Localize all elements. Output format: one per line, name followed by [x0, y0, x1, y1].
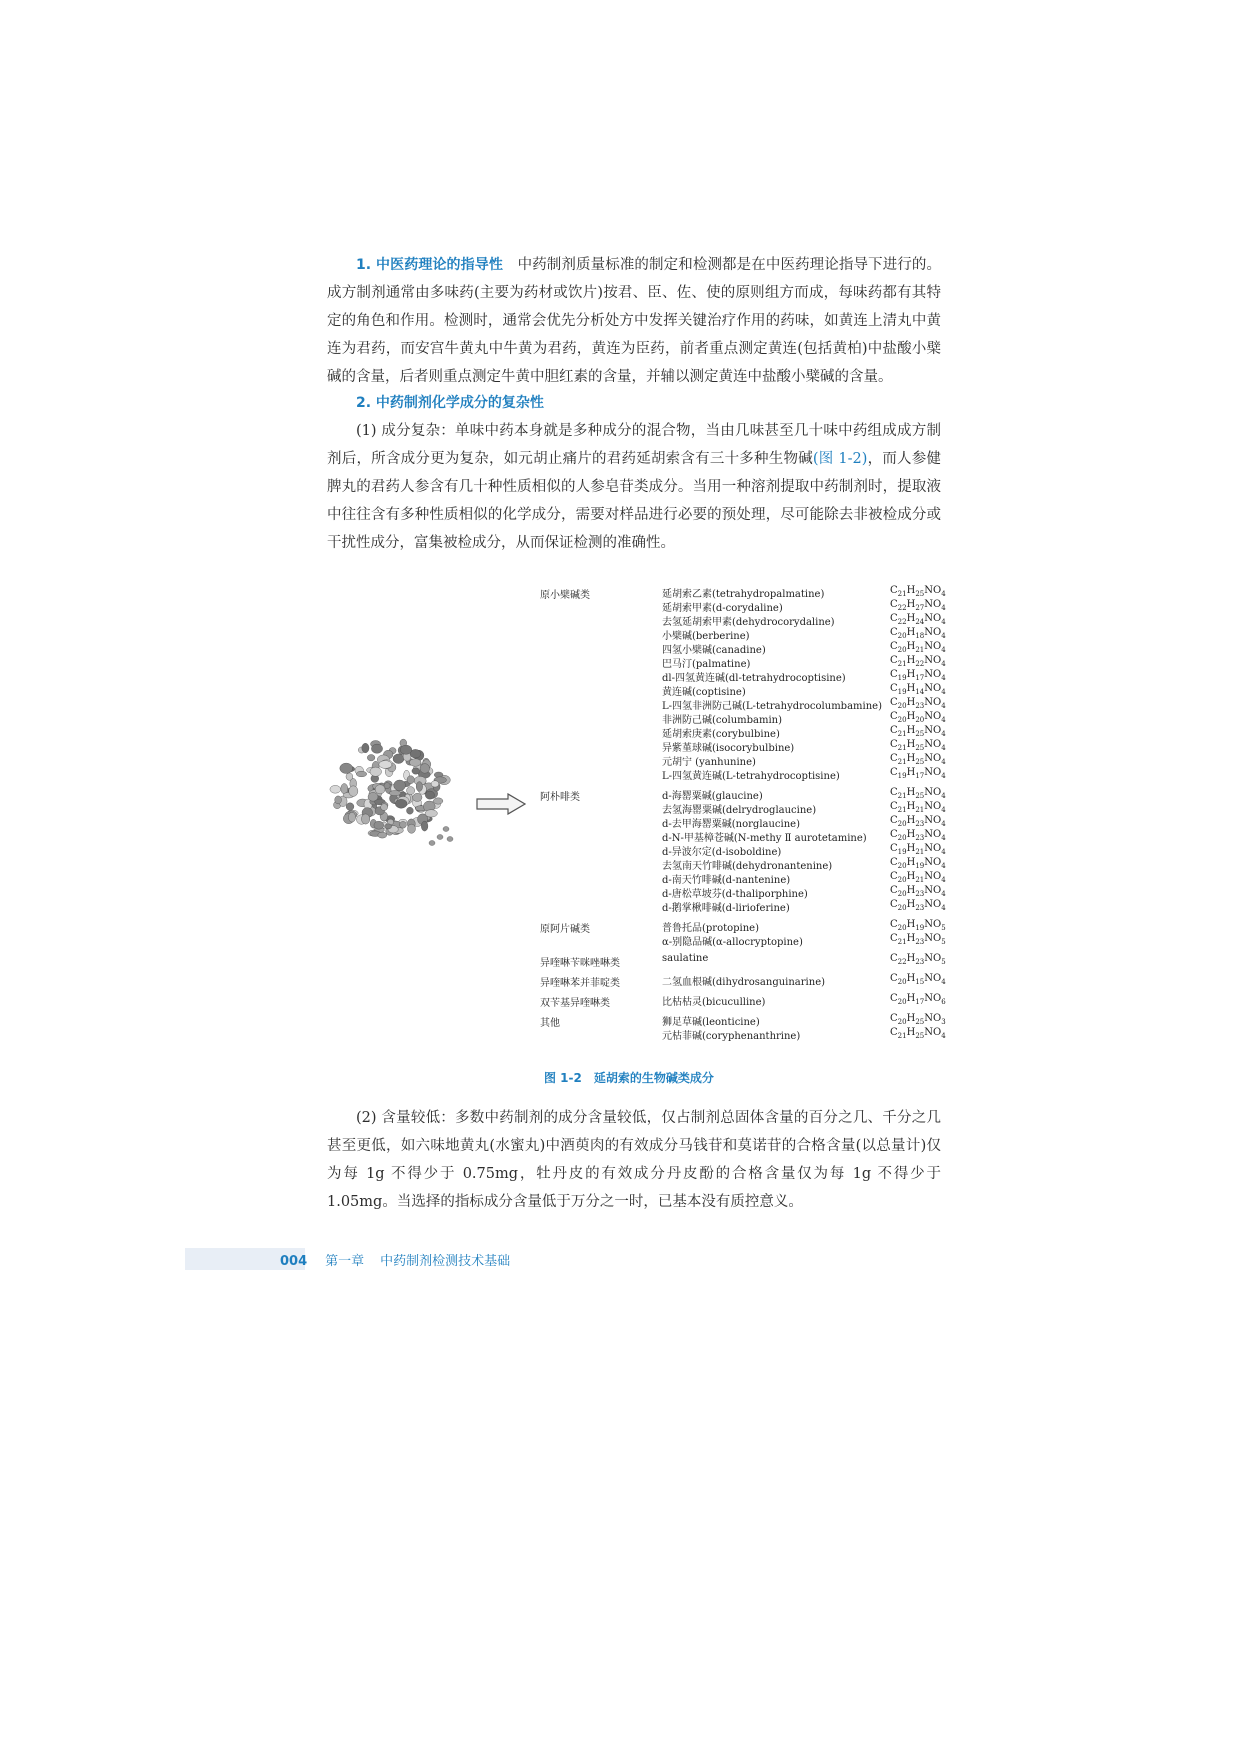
alkaloid-name: 去氢海罂粟碱(delrydroglaucine) [662, 805, 817, 816]
page-footer [280, 1250, 510, 1269]
section-1 [327, 251, 941, 391]
alkaloid-row [662, 973, 952, 987]
corydalis-tuber-pile-icon [322, 733, 462, 853]
alkaloid-class-label: 其他 [540, 1018, 560, 1029]
alkaloid-row [662, 857, 952, 871]
alkaloid-name: 去氢延胡索甲素(dehydrocorydaline) [662, 617, 835, 628]
alkaloid-name: d-唐松草坡芬(d-thaliporphine) [662, 889, 808, 900]
section-2-heading-line [327, 389, 941, 417]
alkaloid-name: saulatine [662, 953, 709, 964]
alkaloid-name: 延胡索乙素(tetrahydropalmatine) [662, 589, 825, 600]
alkaloid-name: 元胡宁 (yanhunine) [662, 757, 756, 768]
molecular-formula: $C_{20}H_{23}NO_4$ [890, 829, 946, 842]
alkaloid-row [662, 993, 952, 1007]
alkaloid-row [662, 801, 952, 815]
alkaloid-class-label: 异喹啉苯并菲啶类 [540, 978, 620, 989]
alkaloid-row [662, 683, 952, 697]
molecular-formula: $C_{19}H_{17}NO_4$ [890, 767, 946, 780]
alkaloid-name: 狮足草碱(leonticine) [662, 1017, 760, 1028]
molecular-formula: $C_{21}H_{25}NO_4$ [890, 1027, 946, 1040]
alkaloid-row [662, 815, 952, 829]
alkaloid-row [662, 641, 952, 655]
alkaloid-class-label: 异喹啉苄咪唑啉类 [540, 958, 620, 969]
section-1-paragraph [327, 251, 941, 391]
alkaloid-name: α-别隐品碱(α-allocryptopine) [662, 937, 803, 948]
molecular-formula: $C_{20}H_{23}NO_4$ [890, 697, 946, 710]
alkaloid-row [662, 627, 952, 641]
alkaloid-name: L-四氢黄连碱(L-tetrahydrocoptisine) [662, 771, 840, 782]
alkaloid-row [662, 599, 952, 613]
alkaloid-name: d-异波尔定(d-isoboldine) [662, 847, 782, 858]
molecular-formula: $C_{20}H_{17}NO_6$ [890, 993, 946, 1006]
molecular-formula: $C_{22}H_{27}NO_4$ [890, 599, 946, 612]
alkaloid-row [662, 585, 952, 599]
alkaloid-name: d-去甲海罂粟碱(norglaucine) [662, 819, 800, 830]
molecular-formula: $C_{20}H_{19}NO_5$ [890, 919, 946, 932]
alkaloid-row [662, 871, 952, 885]
alkaloid-name: L-四氢非洲防己碱(L-tetrahydrocolumbamine) [662, 701, 882, 712]
alkaloid-name: d-N-甲基樟苍碱(N-methy Ⅱ aurotetamine) [662, 833, 867, 844]
molecular-formula: $C_{21}H_{23}NO_5$ [890, 933, 946, 946]
alkaloid-row [662, 725, 952, 739]
alkaloid-name: 巴马汀(palmatine) [662, 659, 751, 670]
section-3 [327, 1104, 941, 1216]
paragraph-1-text-b: ，而人参健脾丸的君药人参含有几十种性质相似的人参皂苷类成分。当用一种溶剂提取中药制剂时，提取液中往往含有多种性质相似的化学成分，需要对样品进行必要的预处理，尽可能除去非被检成分或干扰性成分，富集被检成分，从而保证检测的准确性。 [327, 451, 941, 551]
alkaloid-name: 元枯菲碱(coryphenanthrine) [662, 1031, 801, 1042]
alkaloid-row [662, 843, 952, 857]
alkaloid-class-label: 原小檗碱类 [540, 590, 590, 601]
molecular-formula: $C_{19}H_{14}NO_4$ [890, 683, 946, 696]
alkaloid-row [662, 787, 952, 801]
alkaloid-row [662, 655, 952, 669]
section-1-heading: 1. 中医药理论的指导性 [356, 257, 503, 273]
molecular-formula: $C_{22}H_{24}NO_4$ [890, 613, 946, 626]
alkaloid-name: 去氢南天竹啡碱(dehydronantenine) [662, 861, 833, 872]
molecular-formula: $C_{21}H_{25}NO_4$ [890, 585, 946, 598]
alkaloid-name: d-南天竹啡碱(d-nantenine) [662, 875, 791, 886]
molecular-formula: $C_{21}H_{22}NO_4$ [890, 655, 946, 668]
molecular-formula: $C_{20}H_{23}NO_4$ [890, 885, 946, 898]
alkaloid-name: 黄连碱(coptisine) [662, 687, 746, 698]
alkaloid-name: 二氢血根碱(dihydrosanguinarine) [662, 977, 826, 988]
chapter-title: 中药制剂检测技术基础 [380, 1254, 511, 1269]
figure-caption-text: 延胡索的生物碱类成分 [593, 1071, 714, 1085]
alkaloid-name: 比枯枯灵(bicuculline) [662, 997, 766, 1008]
section-2-paragraph-1 [327, 417, 941, 557]
alkaloid-row [662, 1013, 952, 1027]
alkaloid-name: d-海罂粟碱(glaucine) [662, 791, 763, 802]
molecular-formula: $C_{20}H_{21}NO_4$ [890, 871, 946, 884]
alkaloid-name: 普鲁托品(protopine) [662, 923, 760, 934]
alkaloid-name: 小檗碱(berberine) [662, 631, 750, 642]
molecular-formula: $C_{21}H_{25}NO_4$ [890, 725, 946, 738]
alkaloid-row [662, 953, 952, 967]
molecular-formula: $C_{22}H_{23}NO_5$ [890, 953, 946, 966]
figure-reference-link[interactable]: (图 1-2) [812, 451, 868, 467]
alkaloid-row [662, 753, 952, 767]
paragraph-1-text-a: (1) 成分复杂：单味中药本身就是多种成分的混合物，当由几味甚至几十味中药组成成方制剂后，所含成分更为复杂，如元胡止痛片的君药延胡索含有三十多种生物碱 [327, 423, 941, 467]
alkaloid-row [662, 933, 952, 947]
figure-caption [544, 1069, 714, 1086]
molecular-formula: $C_{20}H_{19}NO_4$ [890, 857, 946, 870]
molecular-formula: $C_{19}H_{21}NO_4$ [890, 843, 946, 856]
molecular-formula: $C_{20}H_{21}NO_4$ [890, 641, 946, 654]
alkaloid-row [662, 711, 952, 725]
alkaloid-row [662, 669, 952, 683]
molecular-formula: $C_{21}H_{25}NO_4$ [890, 787, 946, 800]
alkaloid-row [662, 697, 952, 711]
section-1-text: 中药制剂质量标准的制定和检测都是在中医药理论指导下进行的。成方制剂通常由多味药(主要为药材或饮片)按君、臣、佐、使的原则组方而成，每味药都有其特定的角色和作用。检测时，通常会优先分析处方中发挥关键治疗作用的药味，如黄连上清丸中黄连为君药，而安宫牛黄丸中牛黄为君药，黄连为臣药，前者重点测定黄连(包括黄柏)中盐酸小檗碱的含量，后者则重点测定牛黄中胆红素的含量，并辅以测定黄连中盐酸小檗碱的含量。 [327, 257, 942, 385]
alkaloid-row [662, 613, 952, 627]
molecular-formula: $C_{21}H_{25}NO_4$ [890, 753, 946, 766]
molecular-formula: $C_{20}H_{23}NO_4$ [890, 815, 946, 828]
section-2 [327, 389, 941, 557]
figure-caption-number: 图 1-2 [544, 1071, 582, 1085]
alkaloid-row [662, 899, 952, 913]
figure-1-2 [322, 585, 952, 1085]
alkaloid-row [662, 919, 952, 933]
alkaloid-name: 延胡索庚素(corybulbine) [662, 729, 780, 740]
alkaloid-row [662, 739, 952, 753]
molecular-formula: $C_{21}H_{21}NO_4$ [890, 801, 946, 814]
page-number: 004 [280, 1254, 308, 1269]
section-2-heading: 2. 中药制剂化学成分的复杂性 [356, 395, 544, 411]
alkaloid-name: 异紫堇球碱(isocorybulbine) [662, 743, 795, 754]
section-2-paragraph-2: (2) 含量较低：多数中药制剂的成分含量较低，仅占制剂总固体含量的百分之几、千分之几甚至更低，如六味地黄丸(水蜜丸)中酒萸肉的有效成分马钱苷和莫诺苷的合格含量(以总量计)仅为每 1g 不得少于 0.75mg，牡丹皮的有效成分丹皮酚的合格含量仅为每 1g 不得少于 1.05mg。当选择的指标成分含量低于万分之一时，已基本没有质控意义。 [327, 1110, 941, 1210]
alkaloid-name: d-鹅掌楸啡碱(d-lirioferine) [662, 903, 790, 914]
alkaloid-row [662, 1027, 952, 1041]
alkaloid-name: 四氢小檗碱(canadine) [662, 645, 766, 656]
alkaloid-name: dl-四氢黄连碱(dl-tetrahydrocoptisine) [662, 673, 846, 684]
alkaloid-name: 非洲防己碱(columbamin) [662, 715, 783, 726]
molecular-formula: $C_{20}H_{18}NO_4$ [890, 627, 946, 640]
alkaloid-class-label: 阿朴啡类 [540, 792, 580, 803]
chapter-label: 第一章 [325, 1254, 365, 1269]
alkaloid-row [662, 885, 952, 899]
alkaloid-class-label: 双苄基异喹啉类 [540, 998, 610, 1009]
molecular-formula: $C_{20}H_{15}NO_4$ [890, 973, 946, 986]
alkaloid-row [662, 829, 952, 843]
arrow-right-icon [476, 793, 526, 815]
molecular-formula: $C_{20}H_{23}NO_4$ [890, 899, 946, 912]
molecular-formula: $C_{21}H_{25}NO_4$ [890, 739, 946, 752]
molecular-formula: $C_{20}H_{20}NO_4$ [890, 711, 946, 724]
alkaloid-row [662, 767, 952, 781]
molecular-formula: $C_{19}H_{17}NO_4$ [890, 669, 946, 682]
alkaloid-class-label: 原阿片碱类 [540, 924, 590, 935]
alkaloid-name: 延胡索甲素(d-corydaline) [662, 603, 783, 614]
molecular-formula: $C_{20}H_{25}NO_3$ [890, 1013, 946, 1026]
